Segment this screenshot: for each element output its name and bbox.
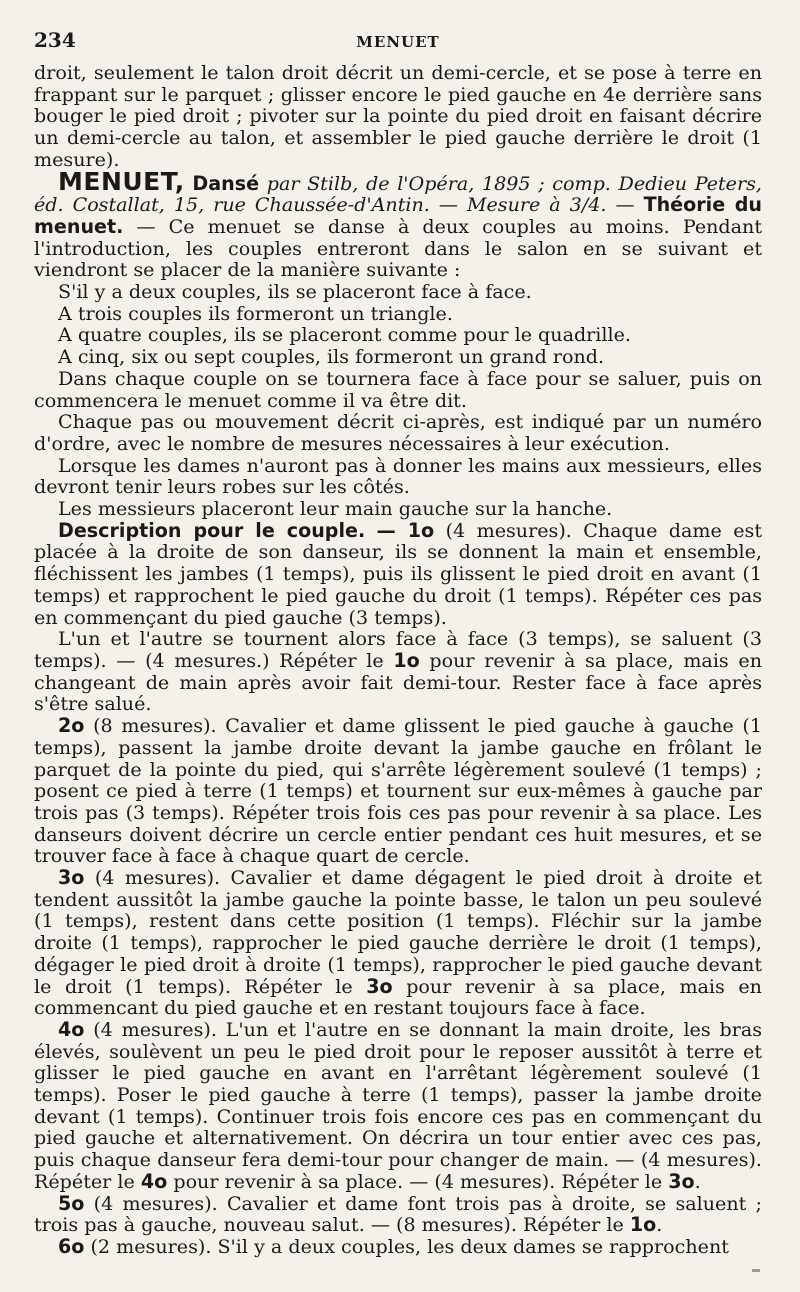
entry-text: — Ce menuet se danse à deux couples au moins. Pendant l'introduction, les couples entreront dans le salon en se suivant et viendront se placer de la manière suivante : [34,214,762,282]
step-text: (4 mesures). Cavalier et dame dégagent le pied droit à droite et tendent aussitôt la jambe gauche la pointe basse, le talon un peu soulevé (1 temps), restent dans cette position (1 temps). Fléchir sur la jambe droite (1 temps), rapprocher le pied gauche derrière le droit (1 temps), dégager le pied droit à droite (1 temps), rapprocher le pied gauche devant le droit (1 temps). Répéter le [34,866,762,998]
step-number: 5o [58,1191,85,1215]
step-text: (2 mesures). S'il y a deux couples, les deux dames se rapprochent [90,1234,729,1258]
entry-danse-label: Dansé [192,171,260,195]
step-paragraph-6 [34,1236,762,1258]
paragraph: A trois couples ils formeront un triangle. [58,301,453,325]
paragraph: S'il y a deux couples, ils se placeront face à face. [58,280,532,304]
step-reference: 3o [668,1169,695,1193]
step-number: 6o [58,1234,85,1258]
paragraph [34,628,762,715]
ink-smudge [752,1269,760,1272]
step-text: . [694,1169,701,1193]
step-text: (8 mesures). Cavalier et dame glissent le pied gauche à gauche (1 temps), passent la jambe droite devant la jambe gauche en frôlant le parquet de la pointe du pied, qui s'arrête légèrement soulevé (1 temps) ; posent ce pied à terre (1 temps) et tournent sur eux-mêmes à gauche par trois pas (3 temps). Répéter trois fois ces pas pour revenir à sa place. Les danseurs doivent décrire un cercle entier pendant ces huit mesures, et se trouver face à face à chaque quart de cercle. [34,714,762,868]
paragraph: Dans chaque couple on se tournera face à face pour se saluer, puis on commencera le menuet comme il va être dit. [34,366,762,412]
text-segment: L'un et l'autre se tournent alors face à face (3 temps), se saluent (3 temps). — (4 mesures.) Répéter le [34,627,762,672]
menuet-entry [34,166,762,282]
description-heading: Description pour le couple. [58,518,366,542]
running-title: MENUET [356,33,440,51]
step-reference: 1o [393,648,420,672]
step-text: pour revenir à sa place, mais en commencant du pied gauche et en restant toujours face à face. [34,974,762,1020]
paragraph: A cinq, six ou sept couples, ils formeront un grand rond. [58,345,605,369]
step-number: 2o [58,714,85,738]
description-paragraph [34,520,762,629]
entry-theorie-heading: Théorie du menuet. [34,193,762,238]
paragraph: Lorsque les dames n'auront pas à donner les mains aux messieurs, elles devront tenir leurs robes sur les côtés. [34,453,762,499]
step-reference: 1o [629,1213,657,1237]
step-text: pour revenir à sa place. — (4 mesures). Répéter le [173,1169,663,1193]
step-number: — 1o [376,518,435,542]
page-header [34,28,762,58]
step-number: 3o [58,866,85,890]
page-number: 234 [34,28,76,52]
body-text [34,62,762,1258]
description-text: (4 mesures). Chaque dame est placée à la droite de son danseur, ils se donnent la main et ensemble, fléchissent les jambes (1 temps), puis ils glissent le pied droit en avant (1 temps) et rapprochent le pied gauche du droit (1 temps). Répéter ces pas en commençant du pied gauche (3 temps). [34,518,762,629]
paragraph: A quatre couples, ils se placeront comme pour le quadrille. [58,323,631,347]
step-reference: 4o [140,1169,168,1193]
step-text: . [656,1213,663,1237]
step-reference: 3o [366,974,393,998]
step-text: (4 mesures). L'un et l'autre en se donnant la main droite, les bras élevés, soulèvent un peu le pied droit pour le reposer aussitôt à terre et glisser le pied gauche en avant en l'arrêtant légèrement soulevé (1 temps). Poser le pied gauche à terre (1 temps), passer la jambe droite devant (1 temps). Continuer trois fois encore ces pas en commençant du pied gauche et alternativement. On décrira un tour entier avec ces pas, puis chaque danseur fera demi-tour pour changer de main. — (4 mesures). Répéter le [34,1017,763,1193]
paragraph: Les messieurs placeront leur main gauche sur la hanche. [58,497,613,521]
step-text: (4 mesures). Cavalier et dame font trois pas à droite, se saluent ; trois pas à gauche, nouveau salut. — (8 mesures). Répéter le [34,1191,762,1237]
entry-source: par Stilb, de l'Opéra, 1895 ; comp. Dedieu Peters, éd. Costallat, 15, rue Chaussée-d'Antin. — Mesure à 3/4. — [34,171,762,217]
paragraph: Chaque pas ou mouvement décrit ci-après, est indiqué par un numéro d'ordre, avec le nombre de mesures nécessaires à leur exécution. [34,410,762,455]
entry-title: MENUET, [58,166,185,196]
step-number: 4o [58,1017,85,1041]
step-paragraph-3 [34,867,762,1019]
paragraph-continuation: droit, seulement le talon droit décrit un demi-cercle, et se pose à terre en frappant sur le parquet ; glisser encore le pied gauche en 4e derrière sans bouger le pied droit ; pivoter sur la pointe du pied droit en faisant décrire un demi-cercle au talon, et assembler le pied gauche derrière le droit (1 mesure). [34,61,762,171]
text-segment: pour revenir à sa place, mais en changeant de main après avoir fait demi-tour. Rester face à face après s'être salué. [34,648,762,716]
step-paragraph-4 [34,1019,762,1193]
step-paragraph-2 [34,715,762,867]
step-paragraph-5 [34,1193,762,1236]
